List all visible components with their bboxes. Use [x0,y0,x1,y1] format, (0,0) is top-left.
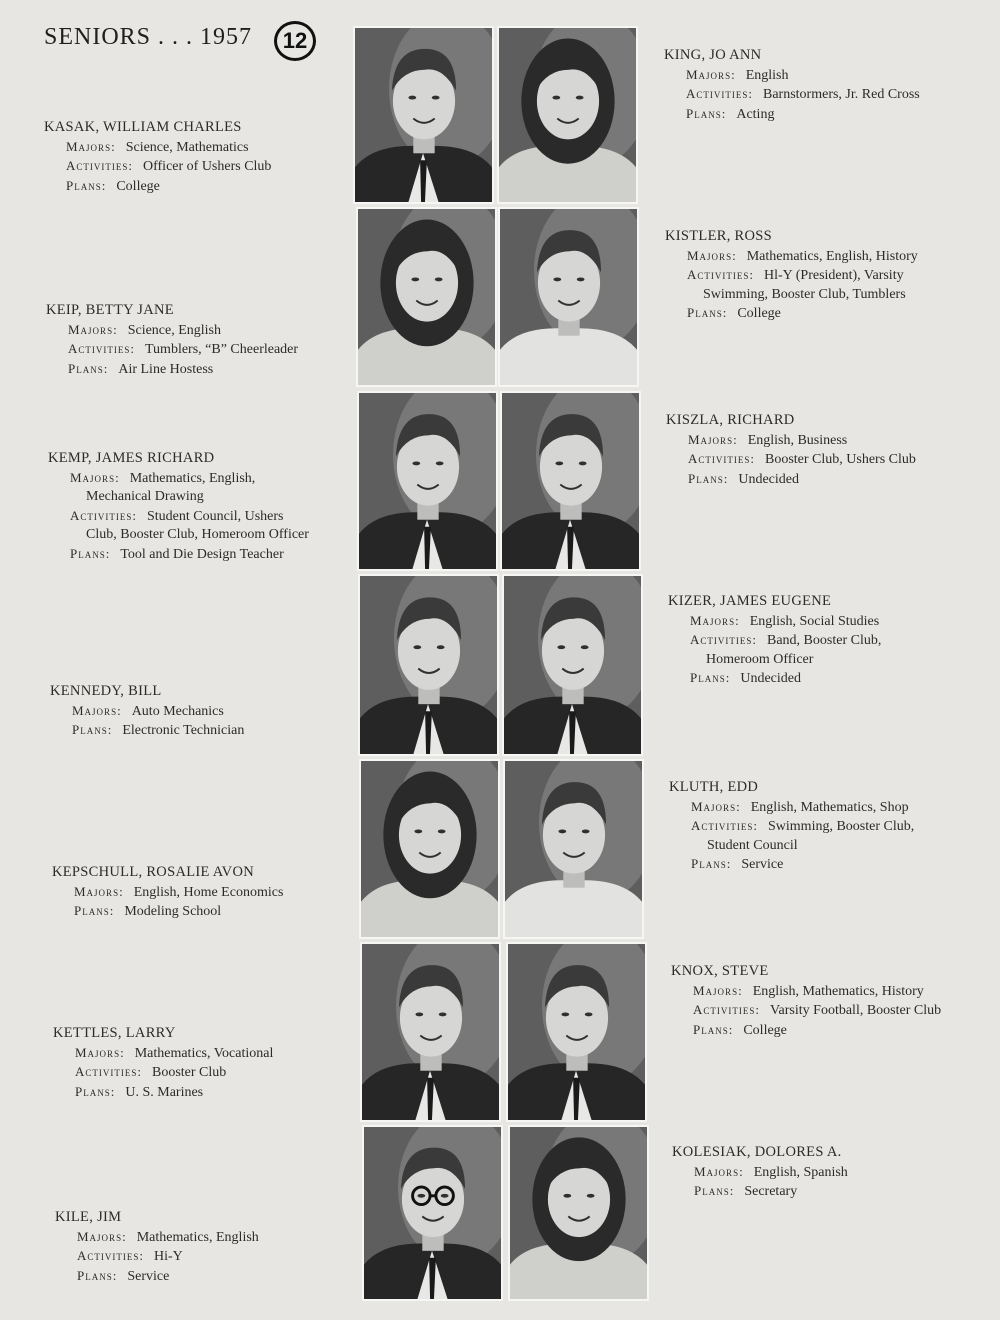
field-value: Undecided [740,671,801,686]
student-field-line [671,1001,941,1021]
field-value: Mathematics, English [136,1229,259,1245]
field-value: Swimming, Booster Club, [768,819,915,834]
student-name: KEPSCHULL, ROSALIE AVON [52,864,254,880]
field-value: English, Home Economics [133,884,284,900]
right-student-5 [669,778,914,875]
field-value: Student Council, Ushers [147,508,284,524]
field-value: Science, English [127,322,221,338]
field-label: Majors: [690,612,740,628]
field-label: Plans: [75,1083,116,1099]
student-field-line [44,157,271,177]
field-label: Activities: [688,451,755,466]
student-field-line [46,360,298,380]
field-label: Plans: [77,1267,118,1283]
right-student-7 [672,1143,848,1202]
field-label: Activities: [75,1064,142,1079]
student-field-line [53,1063,273,1083]
field-value: Acting [736,106,775,122]
field-label: Majors: [74,883,124,899]
field-value: U. S. Marines [125,1084,204,1100]
student-portrait-photo [358,574,499,756]
field-value: Band, Booster Club, [767,633,882,648]
page-title: SENIORS . . . 1957 [44,24,253,50]
student-portrait-photo [502,574,643,756]
student-portrait-photo [498,207,639,387]
student-field-line [50,702,244,722]
student-field-line [668,612,881,632]
field-label: Plans: [68,360,109,376]
student-field-line [48,526,309,545]
field-label: Activities: [68,341,135,356]
field-label: Plans: [70,545,111,561]
student-field-line [668,669,881,689]
student-field-line [671,982,941,1002]
student-field-line [46,321,298,341]
field-label: Plans: [686,105,727,121]
field-value: College [743,1022,787,1038]
left-student-2 [46,301,298,379]
student-field-line [665,286,918,305]
field-value: Mechanical Drawing [86,489,204,504]
student-field-line [671,1021,941,1041]
field-value: English, Business [747,432,848,448]
student-field-line [53,1083,273,1103]
student-field-line [48,545,309,565]
student-field-line [44,177,271,197]
student-field-line [55,1228,259,1248]
student-name: KISTLER, ROSS [665,228,773,244]
student-name: KISZLA, RICHARD [666,412,795,428]
student-field-line [55,1247,259,1267]
field-label: Majors: [687,247,737,263]
field-value: Air Line Hostess [118,361,214,377]
field-value: Science, Mathematics [125,139,249,155]
student-field-line [52,883,283,903]
field-value: College [116,178,160,194]
student-field-line [665,304,918,324]
student-field-line [52,902,283,922]
field-label: Activities: [687,267,754,282]
left-student-6 [53,1024,273,1102]
right-student-2 [665,227,918,324]
student-field-line [48,507,309,527]
field-label: Majors: [688,431,738,447]
student-portrait-photo [506,942,647,1122]
student-field-line [48,469,309,489]
right-student-3 [666,411,916,489]
student-name: KASAK, WILLIAM CHARLES [44,119,242,135]
student-portrait-photo [356,207,497,387]
field-value: English, Spanish [753,1164,848,1180]
student-field-line [669,817,914,837]
field-value: Booster Club [152,1065,227,1080]
student-portrait-photo [357,391,498,571]
left-student-4 [50,682,244,741]
field-value: Tool and Die Design Teacher [120,546,284,562]
field-value: Booster Club, Ushers Club [765,452,916,467]
field-label: Plans: [74,903,115,918]
field-label: Plans: [688,470,729,486]
student-field-line [46,340,298,360]
field-label: Plans: [693,1021,734,1037]
field-value: Club, Booster Club, Homeroom Officer [86,527,309,542]
field-label: Majors: [77,1228,127,1244]
field-label: Activities: [693,1002,760,1017]
field-value: Homeroom Officer [706,651,814,667]
student-field-line [668,631,881,651]
student-field-line [664,105,920,125]
student-portrait-photo [359,759,500,939]
field-value: Mathematics, Vocational [134,1045,274,1061]
student-field-line [55,1267,259,1287]
student-field-line [672,1163,848,1183]
student-name: KEMP, JAMES RICHARD [48,450,215,466]
field-label: Majors: [686,66,736,82]
field-label: Majors: [693,982,743,998]
student-portrait-photo [500,391,641,571]
field-label: Activities: [686,86,753,101]
field-value: Officer of Ushers Club [143,159,272,174]
student-field-line [48,488,309,507]
student-field-line [666,470,916,490]
field-label: Activities: [70,507,137,523]
student-field-line [50,721,244,741]
student-name: KILE, JIM [55,1209,122,1225]
field-value: Modeling School [124,904,222,919]
student-name: KETTLES, LARRY [53,1025,176,1041]
field-label: Majors: [72,702,122,718]
student-portrait-photo [508,1125,649,1301]
student-name: KOLESIAK, DOLORES A. [672,1144,842,1160]
student-field-line [669,837,914,856]
field-label: Majors: [75,1044,125,1060]
field-value: Undecided [738,471,799,487]
student-field-line [672,1182,848,1202]
field-value: Service [127,1268,170,1284]
student-portrait-photo [362,1125,503,1301]
field-value: Service [741,857,784,872]
right-student-1 [664,46,920,124]
field-label: Activities: [77,1248,144,1263]
field-value: English, Social Studies [749,613,880,629]
left-student-7 [55,1208,259,1286]
field-value: Hi-Y [154,1249,183,1264]
student-name: KEIP, BETTY JANE [46,302,174,318]
student-portrait-photo [503,759,644,939]
student-field-line [669,798,914,818]
field-value: Swimming, Booster Club, Tumblers [703,286,906,302]
right-student-4 [668,592,881,689]
student-field-line [668,651,881,670]
field-value: Tumblers, “B” Cheerleader [145,342,299,357]
field-label: Majors: [691,798,741,814]
field-label: Activities: [690,632,757,647]
right-student-6 [671,962,941,1040]
field-label: Activities: [66,158,133,173]
student-portrait-photo [497,26,638,204]
field-label: Majors: [68,321,118,337]
student-field-line [53,1044,273,1064]
student-field-line [665,266,918,286]
field-value: Mathematics, English, [129,470,256,486]
student-field-line [666,450,916,470]
field-label: Activities: [691,818,758,833]
student-name: KING, JO ANN [664,47,762,63]
field-value: Mathematics, English, History [746,248,918,264]
student-field-line [665,247,918,267]
field-value: English, Mathematics, History [752,983,924,999]
field-label: Plans: [687,305,728,320]
student-field-line [664,66,920,86]
field-label: Plans: [691,856,732,871]
student-field-line [44,138,271,158]
field-value: Varsity Football, Booster Club [770,1003,942,1018]
student-field-line [664,85,920,105]
field-value: English, Mathematics, Shop [750,799,909,815]
student-portrait-photo [353,26,494,204]
student-field-line [669,855,914,875]
field-value: Hl-Y (President), Varsity [764,268,904,283]
field-label: Plans: [72,722,113,737]
field-label: Majors: [66,138,116,154]
field-value: English [745,67,789,83]
field-value: Secretary [744,1184,798,1199]
field-value: Student Council [707,837,798,853]
student-name: KENNEDY, BILL [50,683,162,699]
student-name: KIZER, JAMES EUGENE [668,593,832,609]
student-portrait-photo [360,942,501,1122]
field-label: Majors: [694,1163,744,1179]
page-number-badge: 12 [274,21,316,61]
field-value: Electronic Technician [122,723,245,738]
field-value: College [737,306,781,321]
student-field-line [666,431,916,451]
field-label: Plans: [690,670,731,685]
left-student-3 [48,449,309,564]
field-value: Auto Mechanics [131,703,224,719]
student-name: KLUTH, EDD [669,779,759,795]
student-name: KNOX, STEVE [671,963,769,979]
field-label: Plans: [66,177,107,193]
left-student-5 [52,863,283,922]
left-student-1 [44,118,271,196]
field-value: Barnstormers, Jr. Red Cross [763,87,920,102]
field-label: Majors: [70,469,120,485]
field-label: Plans: [694,1183,735,1198]
